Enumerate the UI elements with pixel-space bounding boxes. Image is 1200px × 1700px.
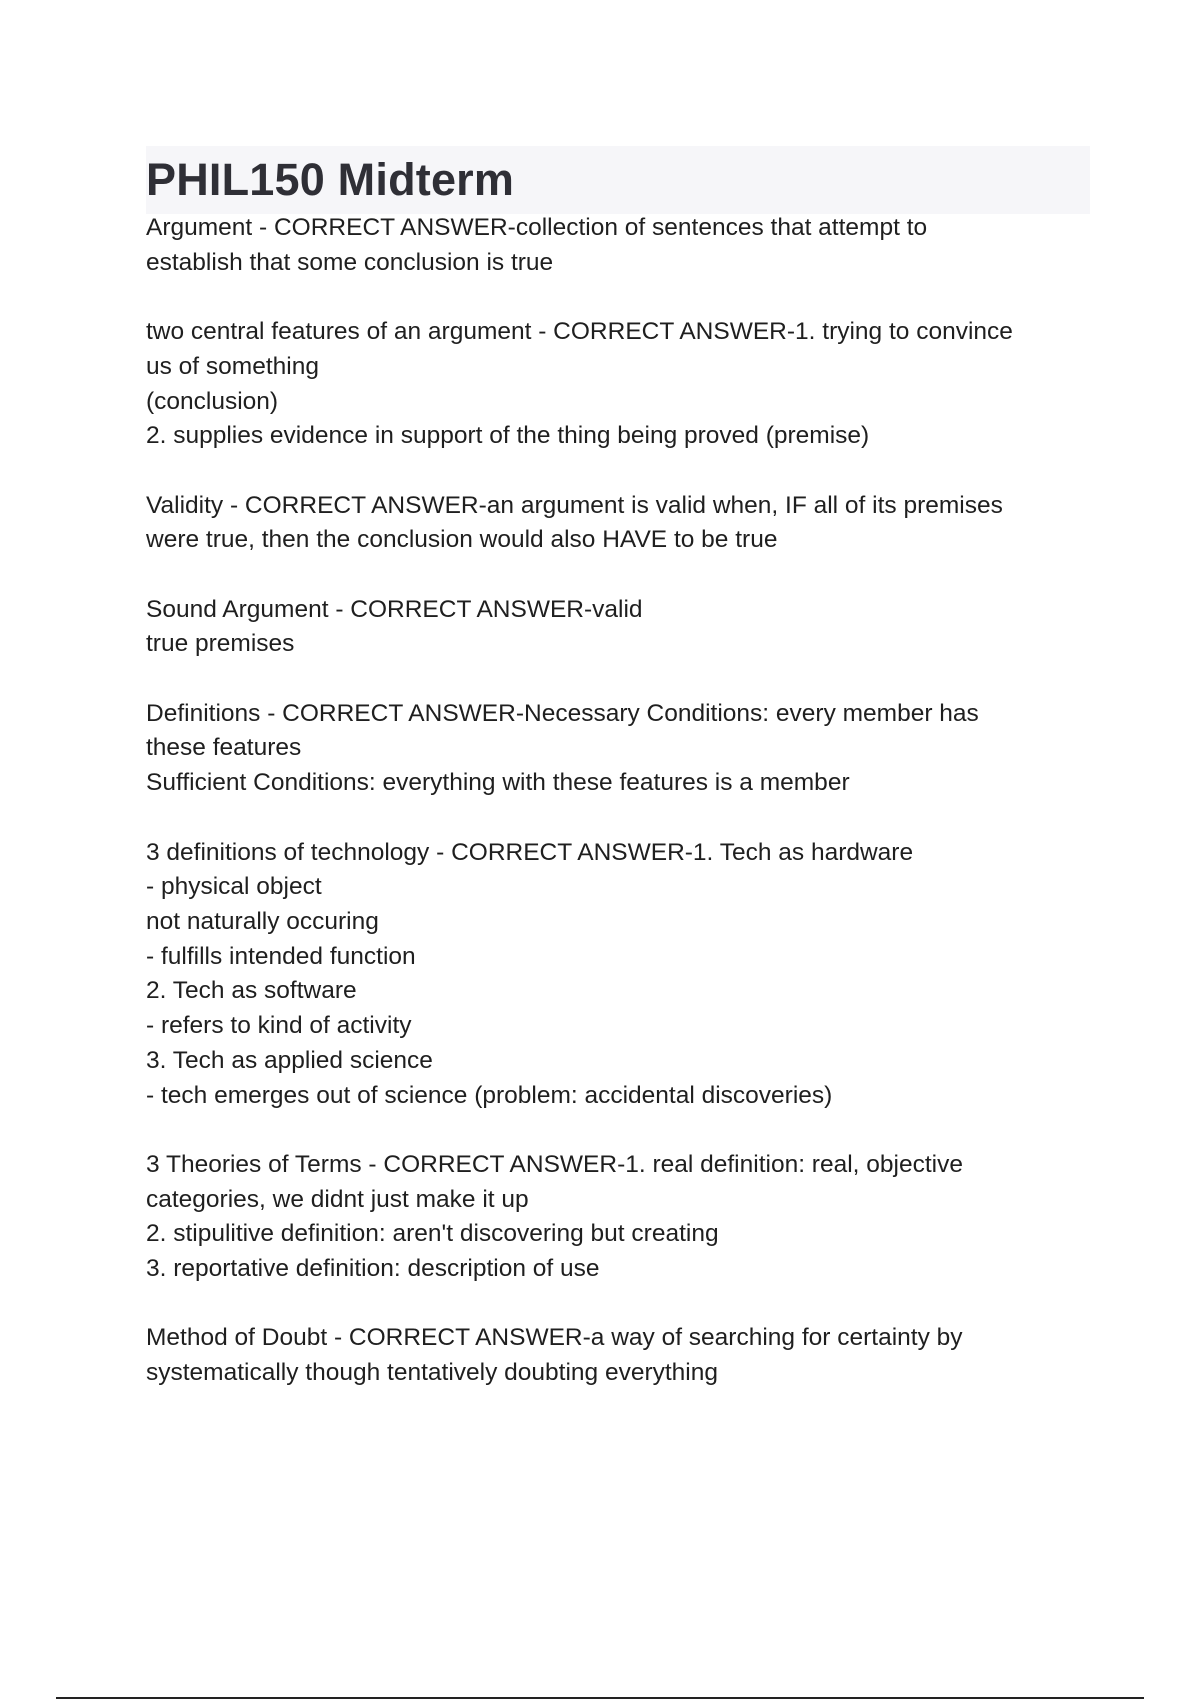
flashcard-entry-sound-argument: Sound Argument - CORRECT ANSWER-valid true premises — [146, 595, 643, 658]
document-title: PHIL150 Midterm — [146, 154, 515, 205]
flashcard-entry-argument: Argument - CORRECT ANSWER-collection of sentences that attempt to establish that some conclusion is true — [146, 214, 928, 276]
flashcard-list — [146, 211, 1106, 1425]
flashcard-entry-validity: Validity - CORRECT ANSWER-an argument is valid when, IF all of its premises were true, then the conclusion would also HAVE to be true — [146, 491, 1003, 554]
flashcard-entry-definitions-of-technology: 3 definitions of technology - CORRECT ANSWER-1. Tech as hardware - physical object not naturally occuring - fulfills intended function 2. Tech as software - refers to kind of activity 3. Tech as applied science - tech emerges out of science (problem: accidental discoveries) — [146, 838, 914, 1109]
footer-divider — [56, 1697, 1144, 1699]
flashcard-entry-theories-of-terms: 3 Theories of Terms - CORRECT ANSWER-1. real definition: real, objective categories, we didnt just make it up 2. stipulitive definition: aren't discovering but creating 3. reportative definition: description of use — [146, 1150, 963, 1282]
flashcard-entry-method-of-doubt: Method of Doubt - CORRECT ANSWER-a way of searching for certainty by systematically though tentatively doubting everything — [146, 1324, 963, 1387]
flashcard-entry-features-of-argument: two central features of an argument - CORRECT ANSWER-1. trying to convince us of something (conclusion) 2. supplies evidence in support of the thing being proved (premise) — [146, 318, 1013, 450]
flashcard-entry-definitions: Definitions - CORRECT ANSWER-Necessary Conditions: every member has these features Sufficient Conditions: everything with these features is a member — [146, 699, 979, 797]
